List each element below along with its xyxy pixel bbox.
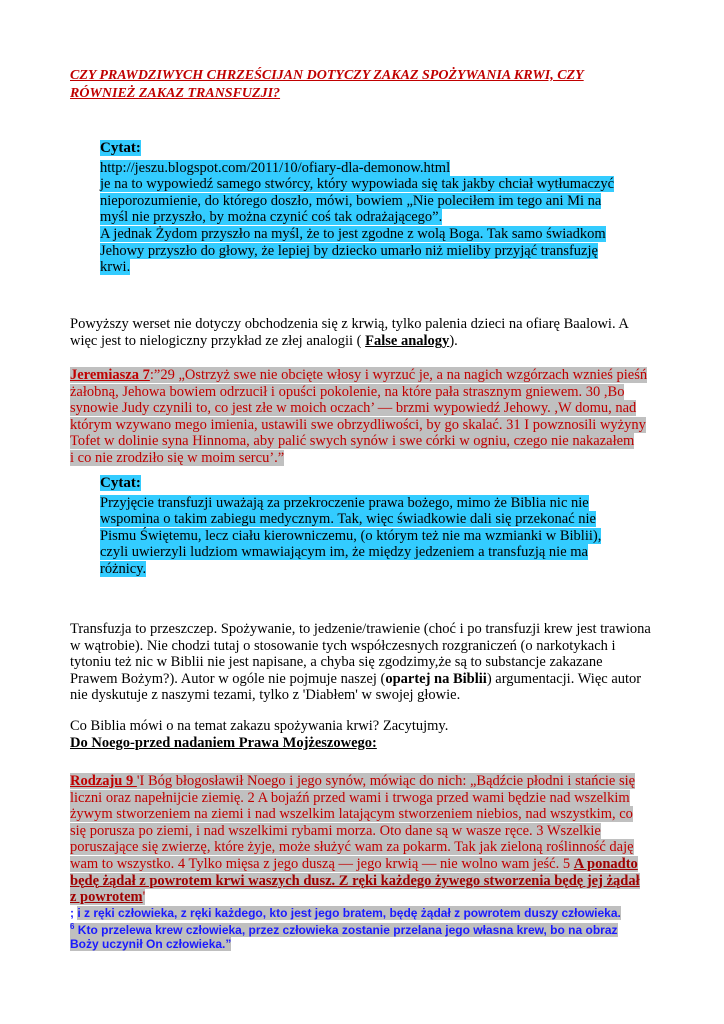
verse-line: poruszające się zwierzę, które żyje, może służyć wam za pokarm. Tak jak zieloną roślinność daję bbox=[70, 839, 634, 856]
quote-label: Cytat: bbox=[100, 475, 141, 491]
paragraph-text: ). bbox=[449, 332, 458, 349]
verse-line: 'I Bóg błogosławił Noego i jego synów, mówiąc do nich: „Bądźcie płodni i stańcie się bbox=[136, 773, 636, 789]
paragraph-line: w wątrobie). Nie chodzi tutaj o stosowanie tych współczesnych rozgraniczeń (o narkotykach i bbox=[70, 637, 616, 654]
genesis-quote bbox=[70, 773, 640, 906]
verse-line: wam to wszystko. 4 Tylko mięsa z jego duszą — jego krwią — nie wolno wam jeść. 5 bbox=[70, 855, 574, 872]
page-title bbox=[70, 67, 670, 103]
false-analogy-link[interactable]: False analogy bbox=[365, 332, 450, 349]
verse-line: ' bbox=[142, 889, 146, 906]
emphasis-text: będę żądał z powrotem krwi waszych dusz. Z ręki każdego żywego stworzenia będę jej żądał bbox=[70, 872, 640, 889]
verse-number: 6 bbox=[70, 922, 75, 931]
paragraph-line: Powyższy werset nie dotyczy obchodzenia się z krwią, tylko palenia dzieci na ofiarę Baalowi. A bbox=[70, 316, 629, 332]
quote-line: Przyjęcie transfuzji uważają za przekroczenie prawa bożego, mimo że Biblia nic nie bbox=[100, 494, 589, 511]
section-heading: Do Noego-przed nadaniem Prawa Mojżeszowego: bbox=[70, 734, 377, 751]
quote-line: nieporozumienie, do którego doszło, mówi, bowiem „Nie poleciłem im tego ani Mi na bbox=[100, 192, 602, 209]
blue-line: Kto przelewa krew człowieka, przez człowieka zostanie przelana jego własna krew, bo na obraz bbox=[74, 923, 618, 937]
quote-line: myśl nie przyszło, by można czynić coś tak odrażającego”. bbox=[100, 209, 443, 226]
verse-line: żywym stworzeniem na ziemi i nad wszelkim latającym stworzeniem niebios, nad wszystkim, co bbox=[70, 806, 633, 823]
jeremiah-reference[interactable]: Jeremiasza 7 bbox=[70, 367, 150, 383]
quote-line: Pismu Świętemu, lecz ciału kierowniczemu, (o którym też nie ma wzmianki w Biblii), bbox=[100, 527, 602, 544]
verse-line: :”29 „Ostrzyż swe nie obcięte włosy i wyrzuć je, a na nagich wzgórzach wznieś pieśń bbox=[149, 367, 648, 383]
emphasis-text: opartej na Biblii bbox=[385, 670, 487, 687]
verse-line: i co nie zrodziło się w moim sercu’.” bbox=[70, 449, 285, 466]
paragraph-3 bbox=[70, 718, 670, 751]
paragraph-1 bbox=[70, 316, 670, 349]
blue-line: i z ręki człowieka, z ręki każdego, kto jest jego bratem, będę żądał z powrotem duszy człowieka. bbox=[77, 906, 621, 920]
emphasis-text: A ponadto bbox=[573, 855, 638, 872]
title-line-2: RÓWNIEŻ ZAKAZ TRANSFUZJI? bbox=[70, 86, 281, 101]
quote-line: czyli uwierzyli ludziom wmawiającym im, że między jedzeniem a transfuzją nie ma bbox=[100, 544, 588, 561]
quote-line: je na to wypowiedź samego stwórcy, który wypowiada się tak jakby chciał wytłumaczyć bbox=[100, 176, 615, 193]
blue-line: Boży uczynił On człowieka.” bbox=[70, 937, 232, 951]
verse-line: żałobną, Jehowa bowiem odrzucił i opuści pokolenie, na które pała strasznym gniewem. 30 ,Bo bbox=[70, 383, 625, 400]
quote-line: różnicy. bbox=[100, 560, 147, 577]
quote-block-2 bbox=[100, 475, 601, 578]
paragraph-line: tytoniu też nic w Biblii nie jest napisane, a chyba się zgodzimy,że są to substancje zakazane bbox=[70, 654, 603, 671]
paragraph-line: Transfuzja to przeszczep. Spożywanie, to jedzenie/trawienie (choć i po transfuzji krew jest trawiona bbox=[70, 621, 651, 637]
title-line-1: CZY PRAWDZIWYCH CHRZEŚCIJAN DOTYCZY ZAKAZ SPOŻYWANIA KRWI, CZY bbox=[70, 68, 584, 83]
paragraph-text: Prawem Bożym?). Autor w ogóle nie pojmuje naszej ( bbox=[70, 670, 386, 687]
paragraph-2 bbox=[70, 621, 670, 704]
verse-line: się porusza po ziemi, i nad wszelkimi rybami morza. Oto dane są w wasze ręce. 3 Wszelkie bbox=[70, 822, 601, 839]
emphasis-text: z powrotem bbox=[70, 889, 143, 906]
verse-line: Tofet w dolinie syna Hinnoma, aby palić swych synów i swe córki w ogniu, czego nie nakazałem bbox=[70, 433, 635, 450]
paragraph-line: nie dyskutuje z naszymi tezami, tylko z 'Diabłem' w swojej głowie. bbox=[70, 687, 461, 704]
quote-line: krwi. bbox=[100, 259, 131, 276]
paragraph-text: więc jest to nielogiczny przykład ze złej analogii ( bbox=[70, 332, 366, 349]
paragraph-line: Co Biblia mówi o na temat zakazu spożywania krwi? Zacytujmy. bbox=[70, 718, 449, 734]
verse-line: którym wzywano mego imienia, ustawili swe obrzydliwości, by go skalać. 31 I powznosili wyżyny bbox=[70, 416, 646, 433]
quote-block-1 bbox=[100, 140, 614, 276]
quote-line: A jednak Żydom przyszło na myśl, że to jest zgodne z wolą Boga. Tak samo świadkom bbox=[100, 225, 606, 242]
quote-label: Cytat: bbox=[100, 140, 141, 156]
genesis-reference[interactable]: Rodzaju 9 bbox=[70, 773, 137, 789]
jeremiah-quote bbox=[70, 367, 647, 467]
blue-prefix: ; bbox=[70, 906, 78, 920]
quote-line: wspomina o takim zabiegu medycznym. Tak, więc świadkowie dali się przekonać nie bbox=[100, 511, 596, 528]
quote-url: http://jeszu.blogspot.com/2011/10/ofiary-dla-demonow.html bbox=[100, 159, 451, 176]
verse-line: synowie Judy czynili to, co jest złe w moich oczach’ — brzmi wypowiedź Jehowy. ,W domu, nad bbox=[70, 400, 637, 417]
quote-line: Jehowy przyszło do głowy, że lepiej by dziecko umarło niż mieliby przyjąć transfuzję bbox=[100, 242, 598, 259]
verse-line: liczni oraz napełnijcie ziemię. 2 A bojaźń przed wami i trwoga przed wami będzie nad wszelkim bbox=[70, 789, 630, 806]
blue-quote bbox=[70, 906, 621, 951]
paragraph-text: ) argumentacji. Więc autor bbox=[486, 670, 642, 687]
